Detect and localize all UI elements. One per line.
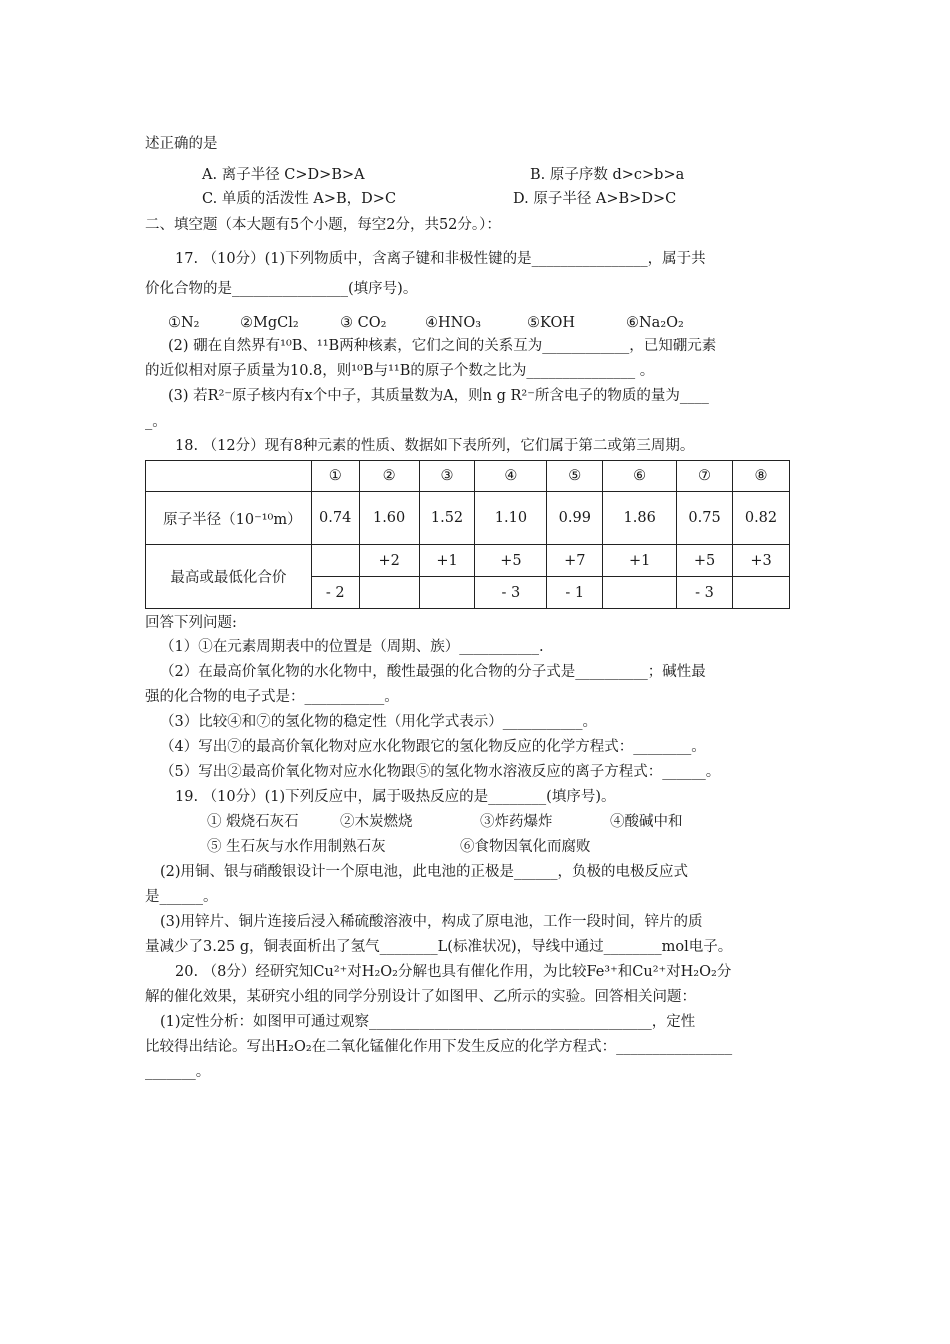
high-cell xyxy=(311,545,359,577)
element-data-table xyxy=(145,460,790,609)
radius-cell: 1.86 xyxy=(603,492,677,545)
q17-option-6: ⑥Na₂O₂ xyxy=(626,315,684,331)
radius-cell: 0.74 xyxy=(311,492,359,545)
intro-text: 述正确的是 xyxy=(145,136,218,152)
q19-line1: 19. （10分）(1)下列反应中，属于吸热反应的是________(填序号)。 xyxy=(175,789,616,805)
q17-line1: 17. （10分）(1)下列物质中，含离子键和非极性键的是________________，属于共 xyxy=(175,251,706,267)
q17-option-3: ③ CO₂ xyxy=(340,315,387,331)
header-cell: ⑦ xyxy=(677,461,733,492)
high-cell: +1 xyxy=(603,545,677,577)
header-cell: ⑤ xyxy=(547,461,603,492)
radius-cell: 1.60 xyxy=(359,492,419,545)
low-cell xyxy=(419,577,475,609)
q20-line5: _______。 xyxy=(145,1064,211,1080)
table-header-row xyxy=(146,461,790,492)
option-b: B. 原子序数 d>c>b>a xyxy=(530,167,685,183)
radius-label: 原子半径（10⁻¹⁰m） xyxy=(146,492,312,545)
q19-option: ⑥食物因氧化而腐败 xyxy=(460,839,591,855)
q18-answer-intro: 回答下列问题: xyxy=(145,615,237,631)
high-cell: +1 xyxy=(419,545,475,577)
low-cell: - 3 xyxy=(475,577,547,609)
q17-line4: 的近似相对原子质量为10.8，则¹⁰B与¹¹B的原子个数之比为_______________ 。 xyxy=(145,363,655,379)
high-cell: +5 xyxy=(475,545,547,577)
q19-option: ⑤ 生石灰与水作用制熟石灰 xyxy=(207,839,386,855)
radius-cell: 1.10 xyxy=(475,492,547,545)
q17-option-5: ⑤KOH xyxy=(527,315,575,331)
q18-part5: （5）写出②最高价氧化物对应水化物跟⑤的氢化物水溶液反应的离子方程式：______。 xyxy=(160,764,721,780)
q19-option: ③炸药爆炸 xyxy=(480,814,553,830)
q20-line1: 20. （8分）经研究知Cu²⁺对H₂O₂分解也具有催化作用，为比较Fe³⁺和Cu²⁺对H₂O₂分 xyxy=(175,964,732,980)
q18-part4: （4）写出⑦的最高价氧化物对应水化物跟它的氢化物反应的化学方程式：________。 xyxy=(160,739,706,755)
radius-cell: 0.82 xyxy=(733,492,790,545)
high-cell: +5 xyxy=(677,545,733,577)
valence-label: 最高或最低化合价 xyxy=(146,545,312,609)
header-cell: ① xyxy=(311,461,359,492)
q18-part2a: （2）在最高价氧化物的水化物中，酸性最强的化合物的分子式是__________；碱性最 xyxy=(160,664,706,680)
low-cell xyxy=(603,577,677,609)
high-cell: +3 xyxy=(733,545,790,577)
q18-part1: （1）①在元素周期表中的位置是（周期、族）___________. xyxy=(160,639,544,655)
section-heading: 二、填空题（本大题有5个小题，每空2分，共52分。）： xyxy=(145,217,501,233)
q18-part2b: 强的化合物的电子式是：___________。 xyxy=(145,689,399,705)
radius-cell: 1.52 xyxy=(419,492,475,545)
q20-line2: 解的催化效果，某研究小组的同学分别设计了如图甲、乙所示的实验。回答相关问题： xyxy=(145,989,696,1005)
option-a: A. 离子半径 C>D>B>A xyxy=(202,167,365,183)
radius-cell: 0.99 xyxy=(547,492,603,545)
header-cell: ③ xyxy=(419,461,475,492)
q18-part3: （3）比较④和⑦的氢化物的稳定性（用化学式表示）___________。 xyxy=(160,714,597,730)
q19-option: ① 煅烧石灰石 xyxy=(207,814,299,830)
low-cell: - 2 xyxy=(311,577,359,609)
q17-line3: (2) 硼在自然界有¹⁰B、¹¹B两种核素，它们之间的关系互为____________，已知硼元素 xyxy=(168,338,717,354)
q17-line6: _。 xyxy=(145,414,167,430)
q19-line5: 量减少了3.25 g，铜表面析出了氢气________L(标准状况)，导线中通过________mol电子。 xyxy=(145,939,733,955)
q20-line4: 比较得出结论。写出H₂O₂在二氧化锰催化作用下发生反应的化学方程式：________________ xyxy=(145,1039,733,1055)
header-cell: ② xyxy=(359,461,419,492)
q17-option-4: ④HNO₃ xyxy=(425,315,482,331)
low-cell: - 3 xyxy=(677,577,733,609)
option-c: C. 单质的活泼性 A>B，D>C xyxy=(202,191,397,207)
low-cell xyxy=(359,577,419,609)
table-corner xyxy=(146,461,312,492)
q17-line5: (3) 若R²⁻原子核内有x个中子，其质量数为A，则n g R²⁻所含电子的物质的量为____ xyxy=(168,388,709,404)
header-cell: ⑥ xyxy=(603,461,677,492)
low-cell: - 1 xyxy=(547,577,603,609)
header-cell: ⑧ xyxy=(733,461,790,492)
table-radius-row xyxy=(146,492,790,545)
q20-line3: (1)定性分析：如图甲可通过观察_______________________________________，定性 xyxy=(160,1014,696,1030)
q19-option: ④酸碱中和 xyxy=(610,814,683,830)
q17-line2: 价化合物的是________________(填序号)。 xyxy=(145,281,418,297)
header-cell: ④ xyxy=(475,461,547,492)
high-cell: +2 xyxy=(359,545,419,577)
q19-line4: (3)用锌片、铜片连接后浸入稀硫酸溶液中，构成了原电池，工作一段时间，锌片的质 xyxy=(160,914,703,930)
low-cell xyxy=(733,577,790,609)
q19-line2: (2)用铜、银与硝酸银设计一个原电池，此电池的正极是______，负极的电极反应式 xyxy=(160,864,689,880)
q19-option: ②木炭燃烧 xyxy=(340,814,413,830)
table-high-valence-row xyxy=(146,545,790,577)
q19-line3: 是______。 xyxy=(145,889,218,905)
high-cell: +7 xyxy=(547,545,603,577)
radius-cell: 0.75 xyxy=(677,492,733,545)
q18-line1: 18. （12分）现有8种元素的性质、数据如下表所列，它们属于第二或第三周期。 xyxy=(175,438,695,454)
q17-option-2: ②MgCl₂ xyxy=(240,315,299,331)
q17-option-1: ①N₂ xyxy=(168,315,200,331)
option-d: D. 原子半径 A>B>D>C xyxy=(513,191,677,207)
